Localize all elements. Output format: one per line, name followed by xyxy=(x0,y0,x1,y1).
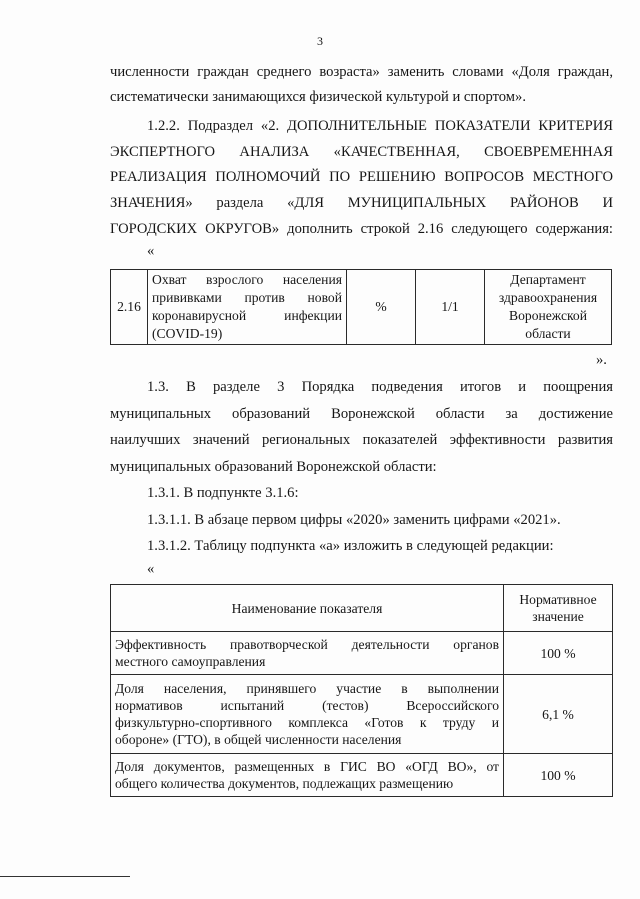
normative-value: 6,1 % xyxy=(504,675,613,754)
unit-cell: % xyxy=(347,270,416,345)
indicator-name: Эффективность правотворческой деятельности органов местного самоуправления xyxy=(111,632,504,675)
ratio-cell: 1/1 xyxy=(416,270,485,345)
text-line: ГОРОДСКИХ ОКРУГОВ» дополнить строкой 2.16 следующего содержания: xyxy=(110,221,613,237)
indicator-table xyxy=(110,584,613,797)
footer-rule xyxy=(0,876,130,877)
text-line: ЗНАЧЕНИЯ» раздела «ДЛЯ МУНИЦИПАЛЬНЫХ РАЙОНОВ И xyxy=(110,195,613,211)
page-number: 3 xyxy=(317,34,323,48)
indicator-table-2-16 xyxy=(110,269,612,345)
indicator-name: Охват взрослого населения прививками против новой коронавирусной инфекции (COVID-19) xyxy=(148,270,347,345)
header-indicator-name: Наименование показателя xyxy=(111,585,504,632)
header-normative-value: Нормативное значение xyxy=(504,585,613,632)
text-line: 1.2.2. Подраздел «2. ДОПОЛНИТЕЛЬНЫЕ ПОКАЗАТЕЛИ КРИТЕРИЯ xyxy=(147,118,613,134)
open-quote: « xyxy=(147,243,155,259)
text-line: муниципальных образований Воронежской области: xyxy=(110,459,437,475)
table-row xyxy=(111,270,612,345)
department-cell: Департамент здравоохранения Воронежской области xyxy=(485,270,612,345)
row-number: 2.16 xyxy=(111,270,148,345)
text-line: муниципальных образований Воронежской области за достижение xyxy=(110,406,613,422)
text-line: РЕАЛИЗАЦИЯ ПОЛНОМОЧИЙ ПО РЕШЕНИЮ ВОПРОСОВ МЕСТНОГО xyxy=(110,169,613,185)
text-line: 1.3.1.1. В абзаце первом цифры «2020» заменить цифрами «2021». xyxy=(147,512,561,528)
normative-value: 100 % xyxy=(504,754,613,797)
table-row xyxy=(111,632,613,675)
text-line: численности граждан среднего возраста» заменить словами «Доля граждан, xyxy=(110,64,613,80)
text-line: 1.3. В разделе 3 Порядка подведения итогов и поощрения xyxy=(147,379,613,395)
table-row xyxy=(111,675,613,754)
open-quote-2: « xyxy=(147,561,155,577)
text-line: ЭКСПЕРТНОГО АНАЛИЗА «КАЧЕСТВЕННАЯ, СВОЕВРЕМЕННАЯ xyxy=(110,144,613,160)
indicator-name: Доля населения, принявшего участие в выполнении нормативов испытаний (тестов) Всероссийского физкультурно-спортивного комплекса «Готов к труду и обороне» (ГТО), в общей численности населения xyxy=(111,675,504,754)
close-quote: ». xyxy=(596,352,607,368)
indicator-name: Доля документов, размещенных в ГИС ВО «ОГД ВО», от общего количества документов, подлежащих размещению xyxy=(111,754,504,797)
table-header-row xyxy=(111,585,613,632)
normative-value: 100 % xyxy=(504,632,613,675)
text-line: 1.3.1. В подпункте 3.1.6: xyxy=(147,485,299,501)
text-line: систематически занимающихся физической культурой и спортом». xyxy=(110,89,526,105)
table-row xyxy=(111,754,613,797)
text-line: наилучших значений региональных показателей эффективности развития xyxy=(110,432,613,448)
text-line: 1.3.1.2. Таблицу подпункта «а» изложить в следующей редакции: xyxy=(147,538,554,554)
